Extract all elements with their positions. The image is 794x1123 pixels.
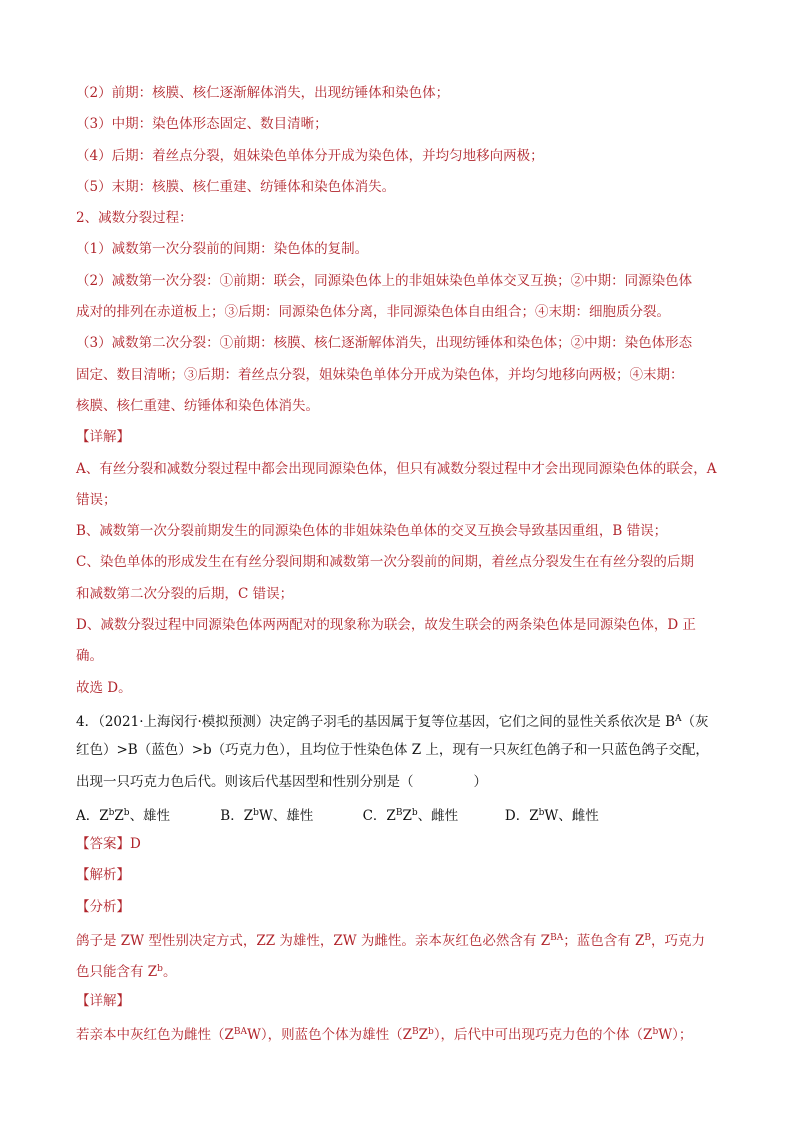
question-4-line bbox=[76, 704, 726, 735]
document-page bbox=[76, 78, 726, 1048]
text-line: 鸽子是 ZW 型性别决定方式，ZZ 为雄性，ZW 为雌性。亲本灰红色必然含有 $Z^{BA}$；蓝色含有 $Z^B$，巧克力 bbox=[76, 933, 706, 950]
section-heading: 【解析】 bbox=[76, 867, 130, 884]
text-line: 色只能含有 $Z^b$。 bbox=[76, 964, 177, 981]
option-b: B．ZbW、雄性 bbox=[220, 807, 314, 824]
text-line: （3）减数第二次分裂：①前期：核膜、核仁逐渐解体消失，出现纺锤体和染色体；②中期：染色体形态 bbox=[76, 335, 693, 352]
text-line: （3）中期：染色体形态固定、数目清晰； bbox=[76, 116, 328, 133]
question-text: 出现一只巧克力色后代。则该后代基因型和性别分别是（ bbox=[76, 773, 414, 790]
text-line: A、有丝分裂和减数分裂过程中都会出现同源染色体，但只有减数分裂过程中才会出现同源染色体的联会，A bbox=[76, 460, 717, 477]
text-line: 2、减数分裂过程： bbox=[76, 210, 193, 227]
question-text: （灰 bbox=[681, 713, 709, 730]
answer-options bbox=[76, 798, 726, 829]
text-line: 核膜、核仁重建、纺锤体和染色体消失。 bbox=[76, 397, 319, 414]
text-line: 故选 D。 bbox=[76, 679, 132, 696]
section-heading: 【分析】 bbox=[76, 898, 130, 915]
text-line: 固定、数目清晰；③后期：着丝点分裂，姐妹染色单体分开成为染色体，并均匀地移向两极；④末期： bbox=[76, 366, 684, 383]
option-c: C．ZBZb、雌性 bbox=[362, 807, 459, 824]
text-line: 错误； bbox=[76, 491, 117, 508]
text-line: （5）末期：核膜、核仁重建、纺锤体和染色体消失。 bbox=[76, 178, 396, 195]
text-line: 和减数第二次分裂的后期，C 错误； bbox=[76, 585, 294, 602]
option-a: A．ZbZb、雄性 bbox=[76, 807, 171, 824]
text-line: D、减数分裂过程中同源染色体两两配对的现象称为联会，故发生联会的两条染色体是同源染色体，D 正 bbox=[76, 617, 696, 634]
question-text: 4．（2021·上海闵行·模拟预测）决定鸽子羽毛的基因属于复等位基因，它们之间的显性关系依次是 B bbox=[76, 713, 675, 730]
text-line: （1）减数第一次分裂前的间期：染色体的复制。 bbox=[76, 241, 369, 258]
answer-line: 【答案】D bbox=[76, 836, 141, 853]
superscript: A bbox=[675, 713, 682, 724]
text-line: （2）前期：核膜、核仁逐渐解体消失，出现纺锤体和染色体； bbox=[76, 85, 450, 101]
text-line: 若亲本中灰红色为雌性$(Z^{BA}W)$，则蓝色个体为雄性$(Z^BZ^b)$，后代中可出现巧克力色的个体$(Z^bW)$； bbox=[76, 1026, 693, 1043]
question-text: ） bbox=[473, 773, 487, 790]
text-line: C、染色单体的形成发生在有丝分裂间期和减数第一次分裂前的间期，着丝点分裂发生在有丝分裂的后期 bbox=[76, 554, 694, 571]
option-d: D．ZbW、雌性 bbox=[504, 807, 599, 824]
text-line: （2）减数第一次分裂：①前期：联会，同源染色体上的非姐妹染色单体交叉互换；②中期：同源染色体 bbox=[76, 272, 693, 289]
section-heading: 【详解】 bbox=[76, 429, 130, 446]
text-line: B、减数第一次分裂前期发生的同源染色体的非姐妹染色单体的交叉互换会导致基因重组，B 错误； bbox=[76, 523, 668, 540]
question-4-line: 红色）>B（蓝色）>b（巧克力色），且均位于性染色体 Z 上，现有一只灰红色鸽子和一只蓝色鸽子交配， bbox=[76, 742, 709, 759]
question-4-line bbox=[76, 767, 726, 798]
section-heading: 【详解】 bbox=[76, 992, 130, 1009]
text-line: （4）后期：着丝点分裂，姐妹染色单体分开成为染色体，并均匀地移向两极； bbox=[76, 147, 544, 164]
text-line: 成对的排列在赤道板上；③后期：同源染色体分离，非同源染色体自由组合；④末期：细胞质分裂。 bbox=[76, 304, 670, 321]
text-line: 确。 bbox=[76, 648, 103, 665]
